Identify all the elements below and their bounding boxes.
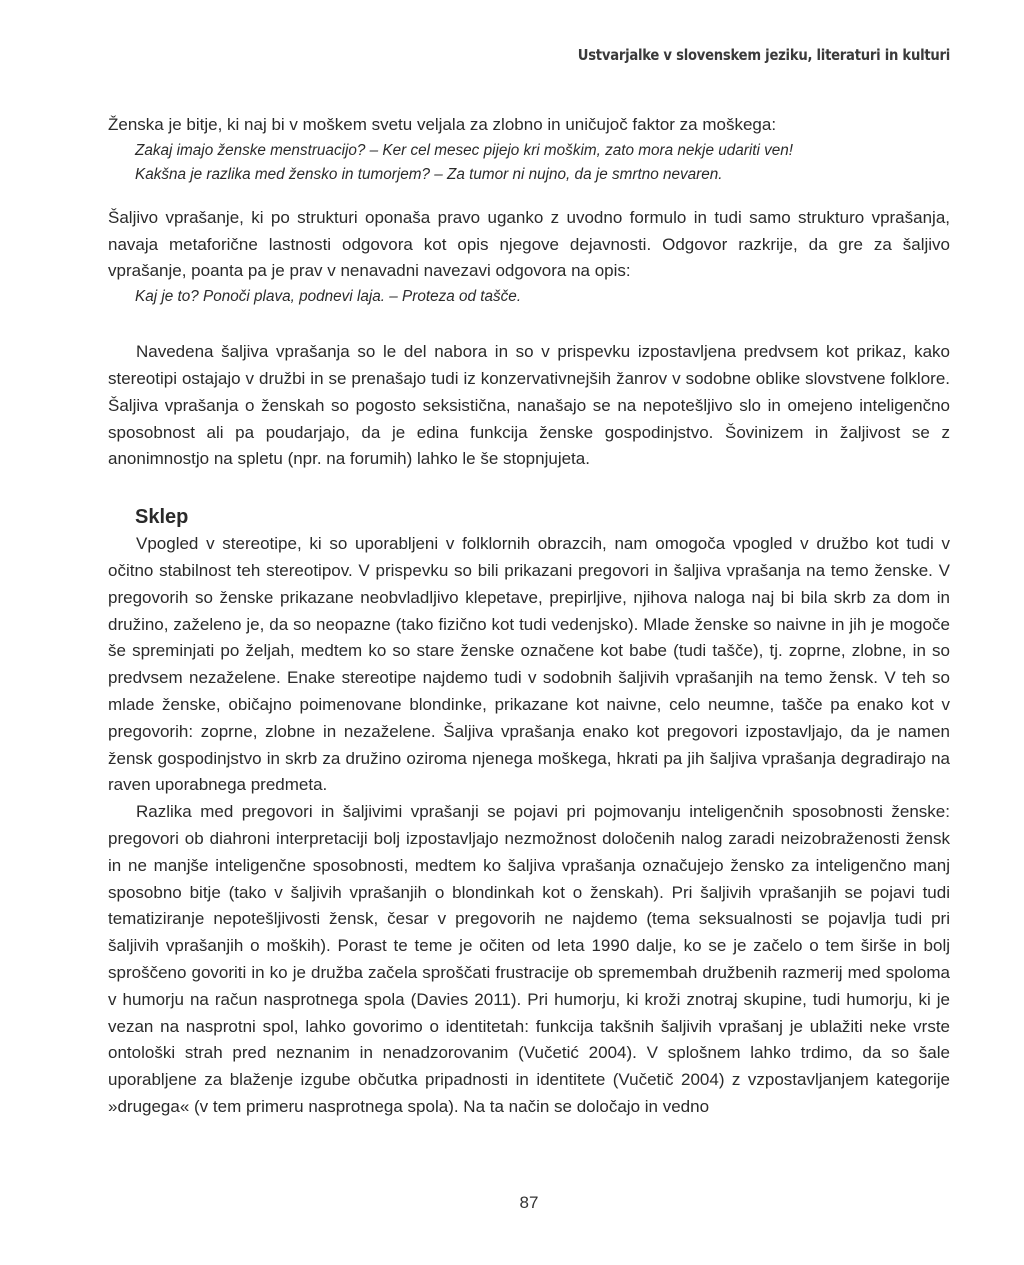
- example-1-line-1: Zakaj imajo ženske menstruacijo? – Ker cel mesec pijejo kri moškim, zato mora nekje udariti ven!: [135, 141, 794, 159]
- page: [108, 0, 950, 1265]
- running-head: Ustvarjalke v slovenskem jeziku, literaturi in kulturi: [577, 46, 950, 64]
- page-number: 87: [519, 1193, 539, 1212]
- example-2: Kaj je to? Ponoči plava, podnevi laja. – Proteza od tašče.: [135, 288, 522, 306]
- conclusion-paragraph-2: Razlika med pregovori in šaljivimi vprašanji se pojavi pri pojmovanju inteligenčnih sposobnosti ženske: pregovori ob diahroni interpretaciji bolj izpostavljajo nezmožnost določenih nalog zaradi neizobraženosti žensk in ne manjše inteligenčne sposobnosti, medtem ko šaljiva vprašanja označujejo žensko za inteligenčno manj sposobno bitje (tako v šaljivih vprašanjih o blondinkah kot o ženskah). Pri šaljivih vprašanjih se pojavi tudi tematiziranje nepotešljivosti žensk, česar v pregovorih ne najdemo (tema seksualnosti se pojavlja tudi pri šaljivih vprašanjih o moških). Porast te teme je očiten od leta 1990 dalje, ko se je začelo o tem širše in bolj sproščeno govoriti in ko je družba začela sproščati frustracije ob spremembah družbenih razmerij med spoloma v humorju na račun nasprotnega spola (Davies 2011). Pri humorju, ki kroži znotraj skupine, tudi humorju, ki je vezan na nasprotni spol, lahko govorimo o identitetah: funkcija takšnih šaljivih vprašanj je ublažiti neke vrste ontološki strah pred neznanim in nenadzorovanim (Vučetić 2004). V splošnem lahko trdimo, da so šale uporabljene za blaženje izgube občutka pripadnosti in identitete (Vučetič 2004) z vzpostavljanjem kategorije »drugega« (v tem primeru nasprotnega spola). Na ta način se določajo in vedno: [108, 802, 950, 1116]
- conclusion-paragraph-1: Vpogled v stereotipe, ki so uporabljeni v folklornih obrazcih, nam omogoča vpogled v družbo kot tudi v očitno stabilnost teh stereotipov. V prispevku so bili prikazani pregovori in šaljiva vprašanja na temo ženske. V pregovorih so ženske prikazane neobvladljivo klepetave, prepirljive, njihova naloga naj bi bila skrb za dom in družino, zaželeno je, da so neopazne (tako fizično kot tudi vedenjsko). Mlade ženske so naivne in jih je mogoče še spreminjati po željah, medtem ko so stare ženske označene kot babe (tudi tašče), tj. zoprne, zlobne, in so predvsem nezaželene. Enake stereotipe najdemo tudi v sodobnih šaljivih vprašanjih na temo žensk. V teh so mlade ženske, običajno poimenovane blondinke, prikazane kot naivne, celo neumne, tašče pa enako kot v pregovorih: zoprne, zlobne in nezaželene. Šaljiva vprašanja enako kot pregovori izpostavljajo, da je namen žensk gospodinjstvo in skrb za družino oziroma njenega moškega, hkrati pa jih šaljiva vprašanja degradirajo na raven uporabnega predmeta.: [108, 534, 950, 795]
- example-1-line-2: Kakšna je razlika med žensko in tumorjem? – Za tumor ni nujno, da je smrtno nevaren.: [135, 165, 723, 183]
- paragraph-stereotypes: Navedena šaljiva vprašanja so le del nabora in so v prispevku izpostavljena predvsem kot prikaz, kako stereotipi ostajajo v družbi in se prenašajo tudi iz konzervativnejših žanrov v sodobne oblike slovstvene folklore. Šaljiva vprašanja o ženskah so pogosto seksistična, nanašajo se na nepotešljivo slo in omejeno inteligenčno sposobnost ali pa poudarjajo, da je edina funkcija ženske gospodinjstvo. Šovinizem in žaljivost se z anonimnostjo na spletu (npr. na forumih) lahko le še stopnjujeta.: [108, 342, 950, 469]
- paragraph-riddle: Šaljivo vprašanje, ki po strukturi oponaša pravo uganko z uvodno formulo in tudi samo strukturo vprašanja, navaja metaforične lastnosti odgovora kot opis njegove dejavnosti. Odgovor razkrije, da gre za šaljivo vprašanje, poanta pa je prav v nenavadni navezavi odgovora na opis:: [108, 207, 950, 281]
- page-body: [108, 112, 950, 1121]
- intro-line: Ženska je bitje, ki naj bi v moškem svetu veljala za zlobno in uničujoč faktor za moškega:: [108, 115, 777, 134]
- section-heading: Sklep: [135, 506, 189, 529]
